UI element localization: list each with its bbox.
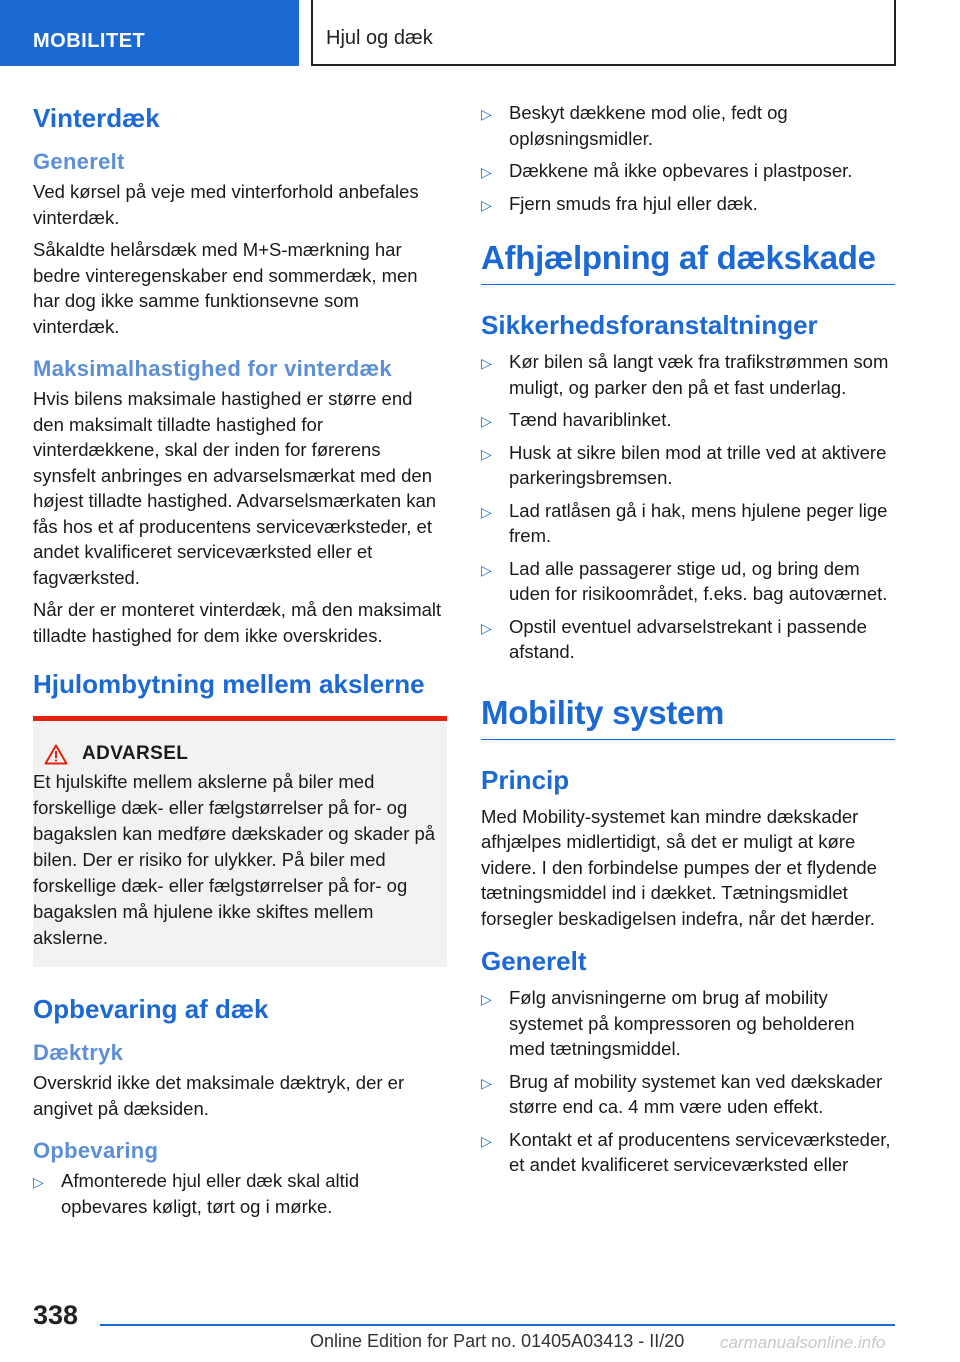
triangle-right-icon: ▷ (33, 1174, 44, 1190)
heading-generelt-2: Generelt (481, 946, 587, 976)
triangle-right-icon: ▷ (481, 1132, 492, 1149)
list-item: ▷ Lad alle passagerer stige ud, og bring dem uden for risikoområdet, f.eks. bag autoværnet. (481, 557, 888, 604)
heading-hjulombytning: Hjulombytning mellem akslerne (33, 669, 425, 699)
heading-vinterdaek: Vinterdæk (33, 103, 160, 133)
heading-afhjaelpning: Afhjælpning af dækskade (481, 238, 895, 285)
paragraph: Ved kørsel på veje med vinterforhold anbefales vinterdæk. (33, 181, 419, 228)
paragraph: Med Mobility-systemet kan mindre dækskader afhjælpes midlertidigt, så det er muligt at køre videre. I den forbindelse pumpes der et flydende tætningsmiddel ind i dækket. Tætningsmidlet forsegler beskadigelsen indefra, når det hærder. (481, 805, 877, 929)
paragraph: Når der er monteret vinterdæk, må den maksimalt tilladte hastighed for dem ikke overskrides. (33, 599, 442, 646)
triangle-right-icon: ▷ (481, 106, 492, 122)
triangle-right-icon: ▷ (481, 355, 492, 371)
list-item: ▷ Opstil eventuel advarselstrekant i passende afstand. (481, 615, 867, 662)
heading-generelt: Generelt (33, 149, 125, 174)
heading-daektryk: Dæktryk (33, 1040, 124, 1065)
triangle-right-icon: ▷ (481, 503, 492, 520)
page-footer (0, 1295, 960, 1362)
paragraph: Hvis bilens maksimale hastighed er større end den maksimalt tilladte hastighed for vinterdækkene, skal der inden for førerens synsfelt anbringes en advarselsmærkat med den højest tilladte hastighed. Advarselsmærkaten kan fås hos et af producentens serviceværksteder, et andet kvalificeret serviceværksted eller et fagværksted. (33, 388, 437, 588)
list-item: ▷ Kør bilen så langt væk fra trafikstrømmen som muligt, og parker den på et fast underlag. (481, 351, 889, 398)
warning-title: ADVARSEL (82, 743, 189, 764)
triangle-right-icon: ▷ (481, 561, 492, 578)
triangle-right-icon: ▷ (481, 991, 492, 1007)
list-item: ▷ Husk at sikre bilen mod at trille ved at aktivere parkeringsbremsen. (481, 441, 887, 488)
heading-mobility-system: Mobility system (481, 693, 895, 740)
list-item: ▷ Fjern smuds fra hjul eller dæk. (481, 191, 895, 217)
triangle-right-icon: ▷ (481, 619, 492, 636)
heading-opbevaring-af-daek: Opbevaring af dæk (33, 994, 269, 1024)
list-item: ▷ Brug af mobility systemet kan ved dækskader større end ca. 4 mm være uden effekt. (481, 1070, 883, 1117)
right-column (481, 100, 895, 1185)
list-item: ▷ Afmonterede hjul eller dæk skal altid opbevares køligt, tørt og i mørke. (33, 1170, 360, 1217)
bullet-list-sikkerhed (481, 349, 895, 665)
heading-opbevaring: Opbevaring (33, 1138, 159, 1163)
warning-text: Et hjulskifte mellem akslerne på biler med forskellige dæk- eller fælgstørrelser på for- og bagakslen kan medføre dækskader og skader på bilen. Der er risiko for ulykker. På biler med forskellige dæk- eller fælgstørrelser på for- og bagakslen må hjulene ikke skiftes mellem akslerne. (33, 771, 436, 948)
list-item: ▷ Lad ratlåsen gå i hak, mens hjulene peger lige frem. (481, 499, 888, 546)
bullet-list-generelt (481, 985, 895, 1178)
list-item: ▷ Beskyt dækkene mod olie, fedt og opløsningsmidler. (481, 102, 788, 149)
bullet-list-opbevaring-cont (481, 100, 895, 216)
list-item: ▷ Dækkene må ikke opbevares i plastposer. (481, 158, 895, 184)
triangle-right-icon: ▷ (481, 413, 492, 429)
list-item: ▷ Kontakt et af producentens serviceværksteder, et andet kvalificeret serviceværksted eller (481, 1128, 891, 1175)
left-column (33, 100, 447, 1226)
heading-sikkerhedsforanstaltninger: Sikkerhedsforanstaltninger (481, 310, 818, 340)
footer-divider (100, 1324, 895, 1326)
list-item: ▷ Tænd havariblinket. (481, 407, 895, 433)
section-tab[interactable]: MOBILITET (0, 0, 299, 66)
triangle-right-icon: ▷ (481, 1074, 492, 1091)
edition-text: Online Edition for Part no. 01405A03413 - II/20 (310, 1331, 685, 1351)
heading-princip: Princip (481, 764, 570, 795)
page-header (0, 0, 960, 66)
heading-maksimalhastighed: Maksimalhastighed for vinterdæk (33, 356, 392, 381)
chapter-title: Hjul og dæk (311, 0, 896, 66)
list-item: ▷ Følg anvisningerne om brug af mobility systemet på kompressoren og beholderen med tætningsmiddel. (481, 987, 855, 1059)
watermark: carmanualsonline.info (720, 1333, 886, 1352)
warning-box (33, 716, 447, 967)
paragraph: Såkaldte helårsdæk med M+S-mærkning har bedre vinteregenskaber end sommerdæk, men har dog ikke samme funktionsevne som vinterdæk. (33, 239, 418, 337)
bullet-list-opbevaring (33, 1168, 447, 1219)
triangle-right-icon: ▷ (481, 445, 492, 462)
triangle-right-icon: ▷ (481, 196, 492, 213)
warning-triangle-icon (44, 744, 68, 765)
page-number: 338 (33, 1300, 79, 1330)
warning-header (33, 743, 447, 765)
triangle-right-icon: ▷ (481, 164, 492, 180)
paragraph: Overskrid ikke det maksimale dæktryk, der er angivet på dæksiden. (33, 1072, 405, 1119)
